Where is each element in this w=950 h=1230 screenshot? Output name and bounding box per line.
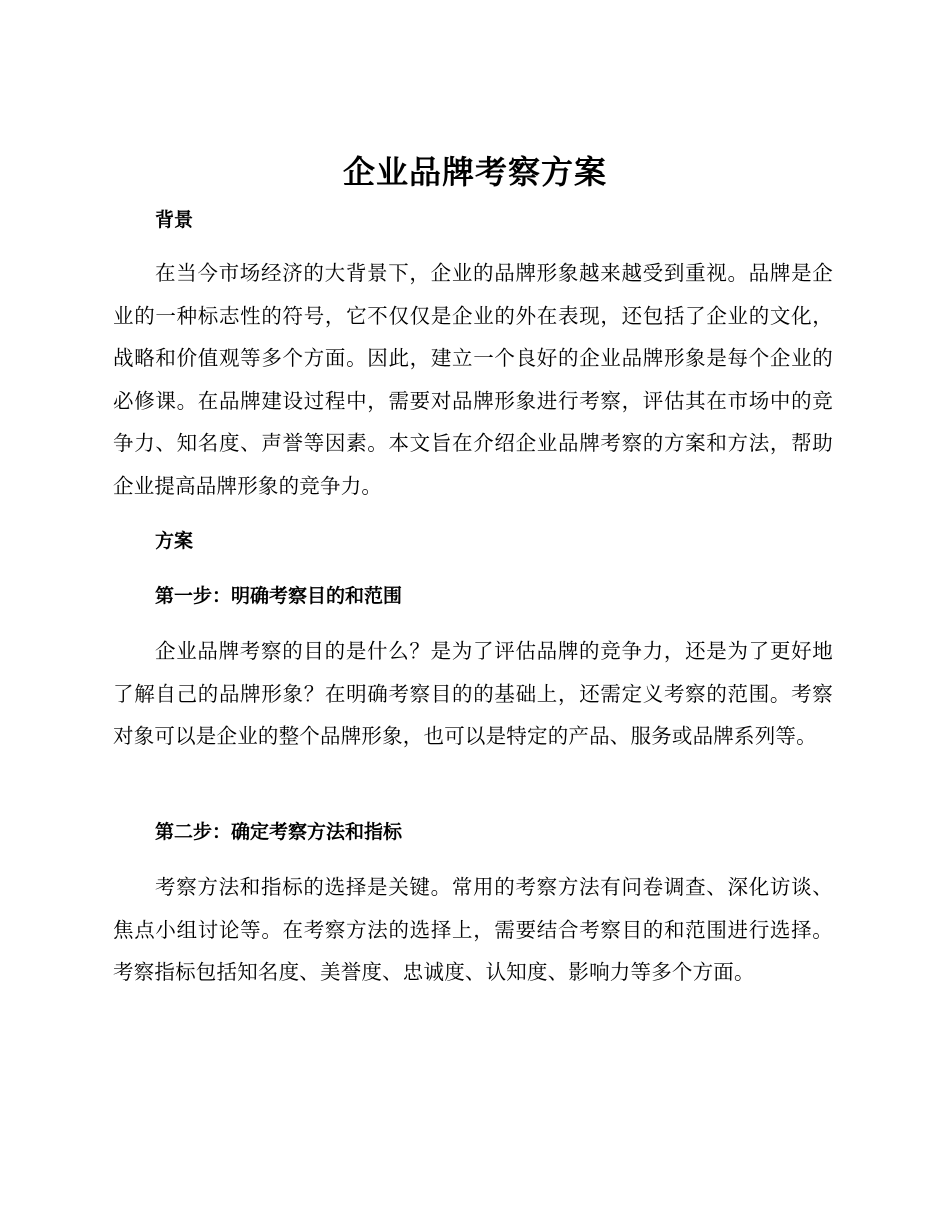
paragraph-step-two: 考察方法和指标的选择是关键。常用的考察方法有问卷调查、深化访谈、焦点小组讨论等。在考察方法的选择上，需要结合考察目的和范围进行选择。考察指标包括知名度、美誉度、忠诚度、认知度、影响力等多个方面。 [113, 875, 833, 984]
paragraph-step-one: 企业品牌考察的目的是什么？是为了评估品牌的竞争力，还是为了更好地了解自己的品牌形象？在明确考察目的的基础上，还需定义考察的范围。考察对象可以是企业的整个品牌形象，也可以是特定的产品、服务或品牌系列等。 [113, 639, 833, 748]
page-title: 企业品牌考察方案 [342, 153, 607, 191]
section-heading-background: 背景 [155, 209, 194, 231]
section-heading-step-one: 第一步：明确考察目的和范围 [155, 585, 403, 607]
section-heading-plan: 方案 [155, 530, 194, 552]
paragraph-background: 在当今市场经济的大背景下，企业的品牌形象越来越受到重视。品牌是企业的一种标志性的符号，它不仅仅是企业的外在表现，还包括了企业的文化，战略和价值观等多个方面。因此，建立一个良好的企业品牌形象是每个企业的必修课。在品牌建设过程中，需要对品牌形象进行考察，评估其在市场中的竞争力、知名度、声誉等因素。本文旨在介绍企业品牌考察的方案和方法，帮助企业提高品牌形象的竞争力。 [113, 261, 833, 498]
section-heading-step-two: 第二步：确定考察方法和指标 [155, 821, 403, 843]
